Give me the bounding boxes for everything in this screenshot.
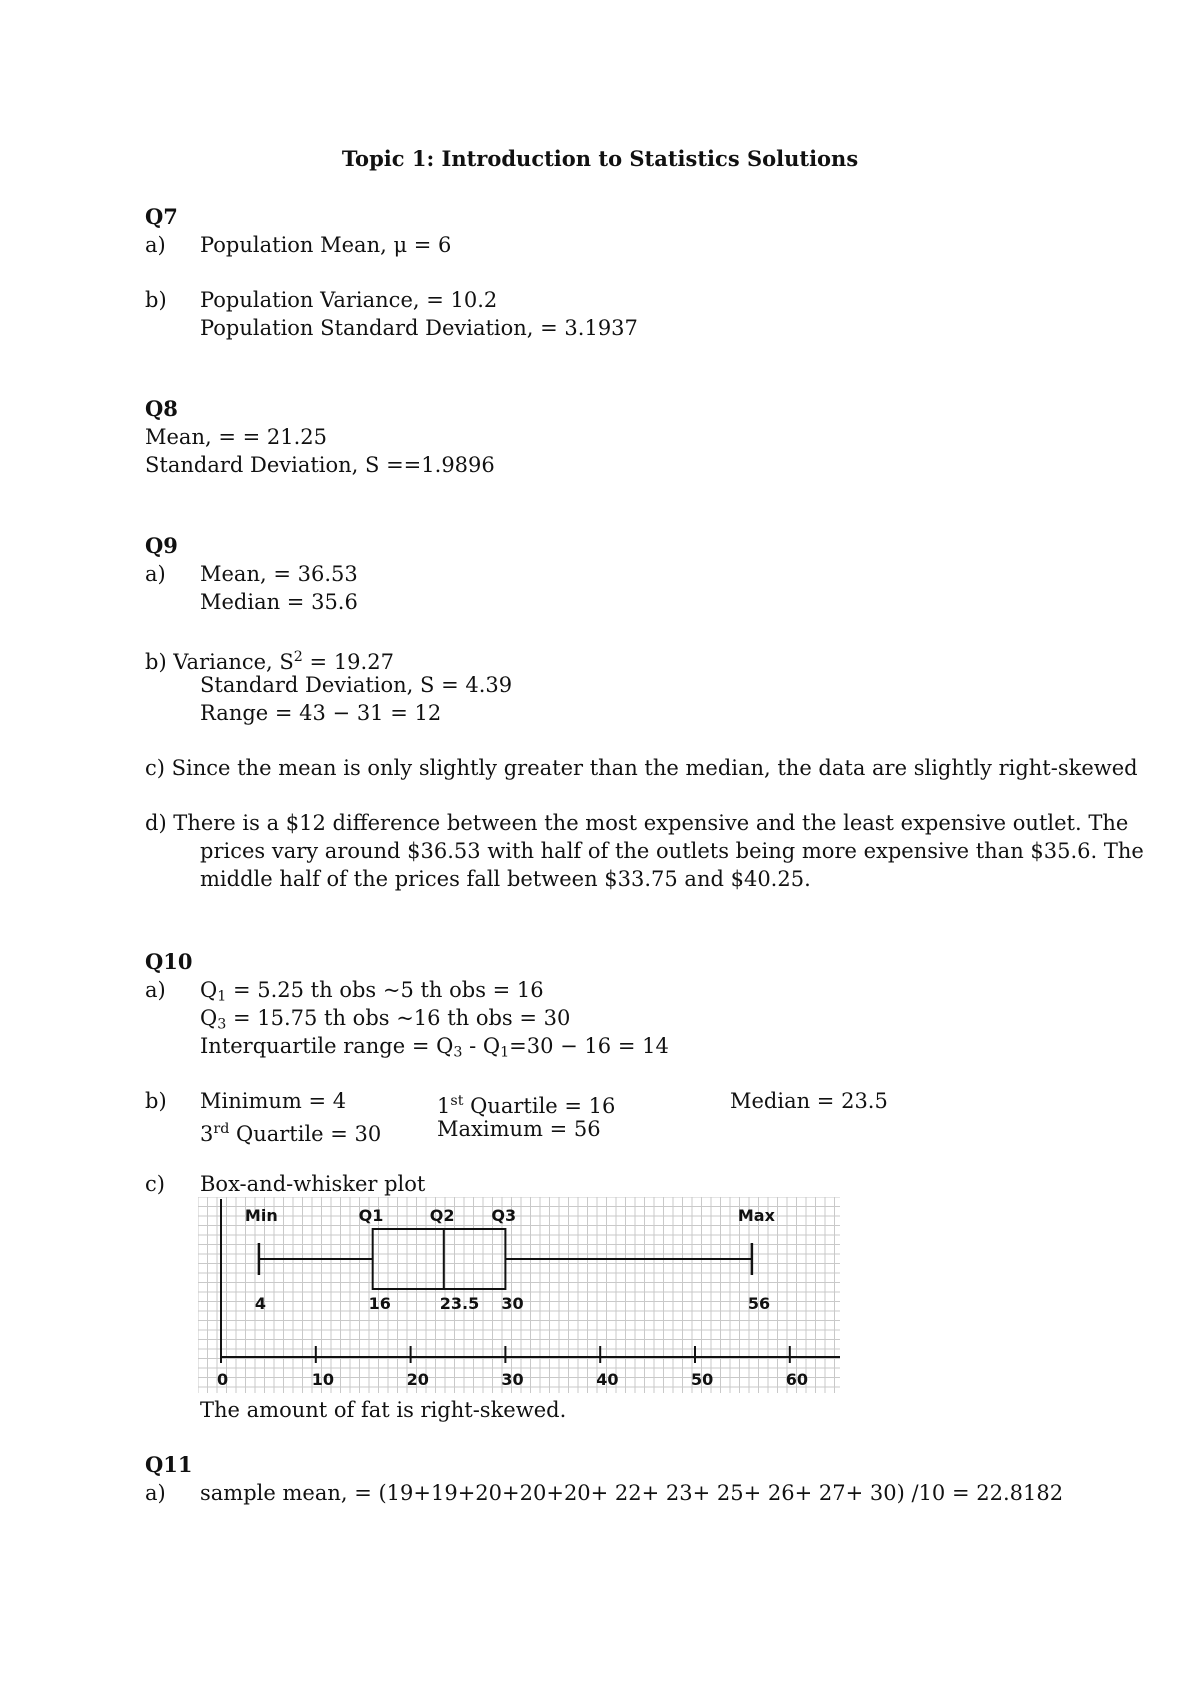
value-label: 56 <box>747 1294 771 1313</box>
q10-b-max: Maximum = 56 <box>437 1117 601 1141</box>
q11-a-text: sample mean, = (19+19+20+20+20+ 22+ 23+ 25+ 26+ 27+ 30) /10 = 22.8182 <box>200 1481 1064 1505</box>
value-label: 30 <box>501 1294 524 1313</box>
q10-c-title: Box-and-whisker plot <box>200 1172 426 1196</box>
q10-b-label: b) <box>145 1089 167 1113</box>
q7-heading: Q7 <box>145 204 178 229</box>
x-tick-label: 10 <box>311 1370 335 1389</box>
q9-b-line1: b) Variance, $S^2 = 19.27$ <box>145 649 394 674</box>
q10-b-min: Minimum = 4 <box>200 1089 347 1113</box>
q10-a-line3: Interquartile range = $Q_3 - Q_1=30 - 16 = 14$ <box>200 1034 669 1061</box>
q7-b-line1: Population Variance, = 10.2 <box>200 288 498 312</box>
q9-a-line2: Median = 35.6 <box>200 590 358 614</box>
value-label: 23.5 <box>439 1294 480 1313</box>
q9-heading: Q9 <box>145 533 178 558</box>
x-tick-label: 50 <box>691 1370 714 1389</box>
q10-heading: Q10 <box>145 949 193 974</box>
q11-heading: Q11 <box>145 1452 193 1477</box>
q10-b-median: Median = 23.5 <box>730 1089 888 1113</box>
q8-line2: Standard Deviation, S ==1.9896 <box>145 453 495 477</box>
q7-a-label: a) <box>145 233 166 257</box>
q9-d-line2: prices vary around $36.53 with half of the outlets being more expensive than $35.6. The <box>200 839 1144 863</box>
value-label: 16 <box>368 1294 391 1313</box>
q10-b-q3: 3rd Quartile = 30 <box>200 1121 382 1146</box>
min-label: Min <box>244 1206 278 1225</box>
q7-a-text: Population Mean, μ = 6 <box>200 233 452 257</box>
max-label: Max <box>737 1206 775 1225</box>
q9-d-line3: middle half of the prices fall between $33.75 and $40.25. <box>200 867 811 891</box>
q10-b-q1: 1st Quartile = 16 <box>437 1093 616 1118</box>
x-tick-label: 40 <box>596 1370 619 1389</box>
q2-label: Q2 <box>429 1206 455 1225</box>
x-tick-label: 60 <box>785 1370 809 1389</box>
q10-c-note: The amount of fat is right-skewed. <box>200 1398 567 1422</box>
q9-c-text: c) Since the mean is only slightly greater than the median, the data are slightly right-skewed <box>145 756 1138 780</box>
q10-a-label: a) <box>145 978 166 1002</box>
iqr-box <box>373 1229 506 1289</box>
q7-b-line2: Population Standard Deviation, = 3.1937 <box>200 316 638 340</box>
q9-b-line2: Standard Deviation, S = 4.39 <box>200 673 513 697</box>
x-tick-label: 30 <box>501 1370 524 1389</box>
q1-label: Q1 <box>358 1206 384 1225</box>
q9-d-line1: d) There is a $12 difference between the most expensive and the least expensive outlet. The <box>145 811 1129 835</box>
q10-a-line1: $Q_1 = 5.25$ th obs ~5 th obs = 16 <box>200 978 544 1005</box>
x-tick-label: 20 <box>406 1370 429 1389</box>
value-label: 4 <box>254 1294 267 1313</box>
x-tick-label: 0 <box>217 1370 229 1389</box>
box-plot <box>198 1197 840 1393</box>
q7-b-label: b) <box>145 288 167 312</box>
q10-a-line2: $Q_3 = 15.75$ th obs ~16 th obs = 30 <box>200 1006 571 1033</box>
box-plot-svg <box>198 1197 840 1393</box>
q9-a-label: a) <box>145 562 166 586</box>
q3-label: Q3 <box>491 1206 517 1225</box>
page-title: Topic 1: Introduction to Statistics Solutions <box>341 146 859 171</box>
q9-a-line1: Mean, = 36.53 <box>200 562 358 586</box>
q8-heading: Q8 <box>145 396 178 421</box>
q8-line1: Mean, = = 21.25 <box>145 425 327 449</box>
q11-a-label: a) <box>145 1481 166 1505</box>
q10-c-label: c) <box>145 1172 165 1196</box>
q9-b-line3: Range = 43 − 31 = 12 <box>200 701 442 725</box>
